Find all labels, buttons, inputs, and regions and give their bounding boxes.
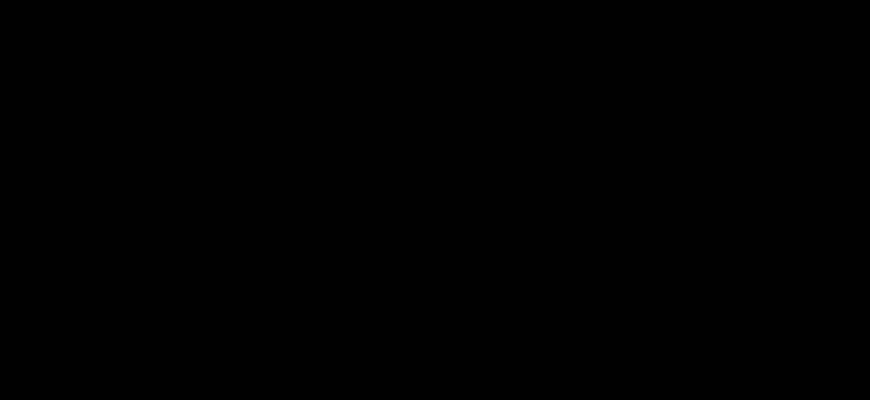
- diagram-title: [200, 16, 670, 88]
- right-branch-text: [678, 283, 778, 331]
- right-branch-line: внесение: [701, 300, 755, 314]
- no-branch-line: изменения: [114, 189, 176, 203]
- node-label: 3.1: [47, 307, 63, 319]
- no-branch-heading: Нет: [134, 124, 156, 138]
- yes-branch-text: [510, 160, 640, 192]
- title-line: процедуры исправления: [360, 36, 510, 50]
- yes-branch-line: Требуется ПО: [536, 161, 614, 175]
- node-label: 2.01: [482, 251, 504, 263]
- no-branch-text: [95, 156, 195, 204]
- no-branch-line: Требуется: [116, 157, 174, 171]
- right-branch-line: Требуется: [699, 284, 757, 298]
- title-line: обеспечении: [396, 72, 474, 86]
- title-line: Блок-схема реализации: [364, 18, 506, 32]
- node-label: 2.0: [225, 251, 241, 263]
- mid-branch-line: Требуется: [383, 284, 441, 298]
- mid-branch-line: изменения: [381, 316, 443, 330]
- footer-label: 4.01: [626, 378, 648, 390]
- yes-branch-line: модернизация: [534, 177, 616, 191]
- title-line: ошибок в программном: [364, 54, 506, 68]
- footer-label: 4.1: [481, 378, 497, 390]
- yes-branch-heading: Да: [567, 124, 583, 138]
- footer-label: 4.01: [304, 378, 326, 390]
- node-label: 3.1.1: [217, 307, 243, 319]
- mid-branch-line: внесение: [385, 300, 439, 314]
- node-label: 1.01: [44, 251, 66, 263]
- node-label: 2.1: [655, 251, 671, 263]
- footer-label: 4.1: [807, 378, 823, 390]
- no-branch-line: внесение: [118, 173, 172, 187]
- mid-branch-text: [362, 283, 462, 331]
- right-branch-line: изменения: [697, 316, 759, 330]
